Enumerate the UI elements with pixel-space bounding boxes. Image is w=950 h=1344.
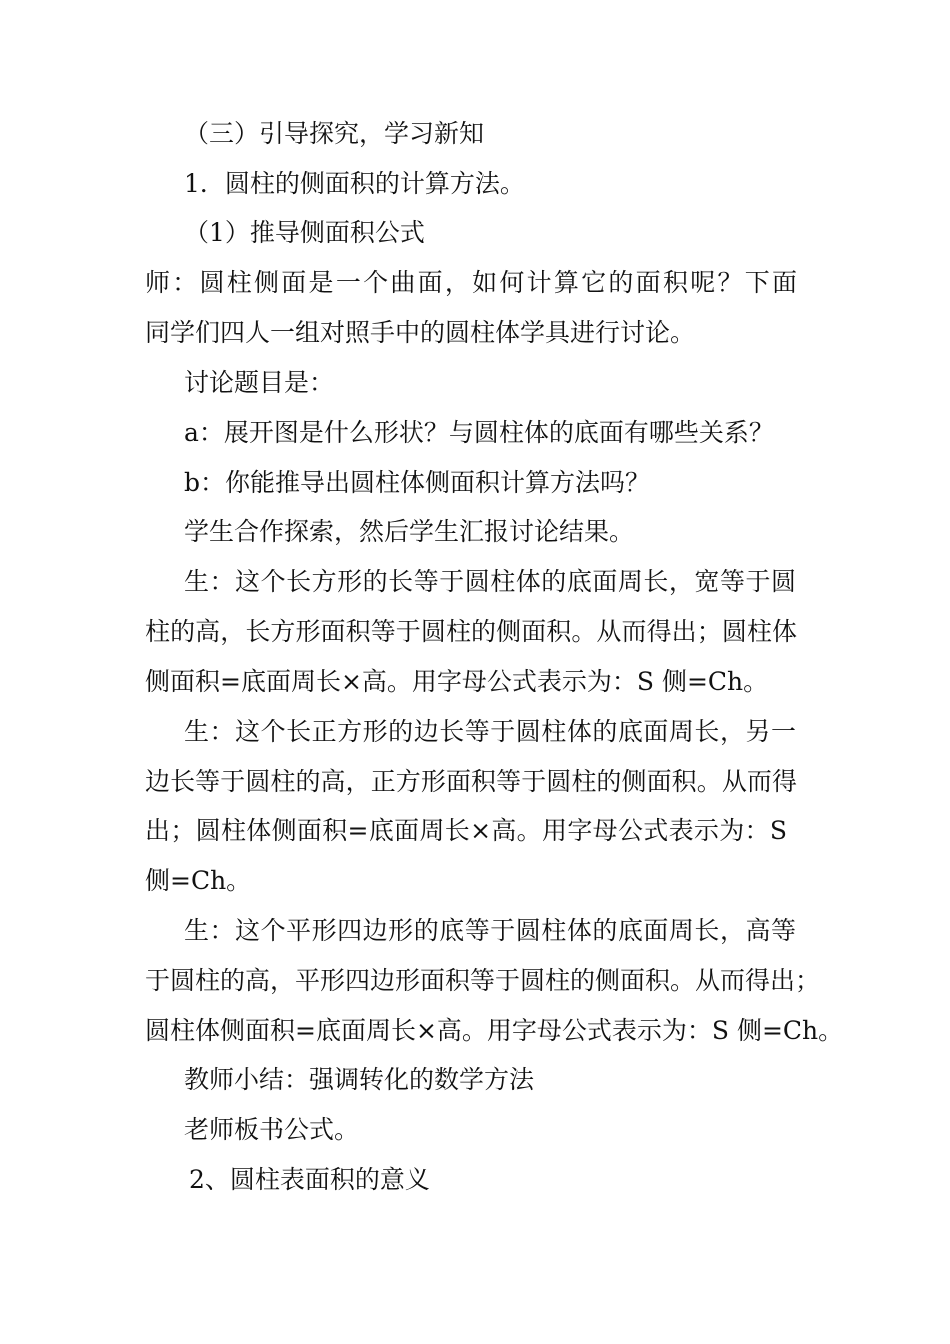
paragraph-line: 生：这个长正方形的边长等于圆柱体的底面周长，另一 <box>184 717 796 746</box>
subsection-heading: 2、圆柱表面积的意义 <box>189 1165 430 1194</box>
paragraph-line: 侧面积=底面周长×高。用字母公式表示为：S 侧=Ch。 <box>145 667 769 696</box>
paragraph-line: 生：这个长方形的长等于圆柱体的底面周长，宽等于圆 <box>184 567 796 596</box>
paragraph-line: 师：圆柱侧面是一个曲面，如何计算它的面积呢？下面 <box>145 268 797 297</box>
paragraph-line: 学生合作探索，然后学生汇报讨论结果。 <box>184 517 635 546</box>
paragraph-line: 出；圆柱体侧面积=底面周长×高。用字母公式表示为：S <box>145 816 787 845</box>
paragraph-line: 柱的高，长方形面积等于圆柱的侧面积。从而得出；圆柱体 <box>145 617 797 646</box>
paragraph-line: 于圆柱的高，平形四边形面积等于圆柱的侧面积。从而得出； <box>145 966 821 995</box>
subsection-heading: 1．圆柱的侧面积的计算方法。 <box>184 169 525 198</box>
section-heading: （三）引导探究，学习新知 <box>184 119 485 148</box>
paragraph-line: 圆柱体侧面积=底面周长×高。用字母公式表示为：S 侧=Ch。 <box>145 1016 844 1045</box>
paragraph-line: 生：这个平形四边形的底等于圆柱体的底面周长，高等 <box>184 916 796 945</box>
paragraph-line: 教师小结：强调转化的数学方法 <box>184 1065 535 1094</box>
question-line: b：你能推导出圆柱体侧面积计算方法吗？ <box>184 468 651 497</box>
paragraph-line: 讨论题目是： <box>184 368 335 397</box>
subsection-heading: （1）推导侧面积公式 <box>184 218 425 247</box>
question-line: a：展开图是什么形状？与圆柱体的底面有哪些关系？ <box>184 418 774 447</box>
paragraph-line: 同学们四人一组对照手中的圆柱体学具进行讨论。 <box>145 318 696 347</box>
paragraph-line: 侧=Ch。 <box>145 866 252 895</box>
paragraph-line: 老师板书公式。 <box>184 1115 360 1144</box>
paragraph-line: 边长等于圆柱的高，正方形面积等于圆柱的侧面积。从而得 <box>145 767 797 796</box>
